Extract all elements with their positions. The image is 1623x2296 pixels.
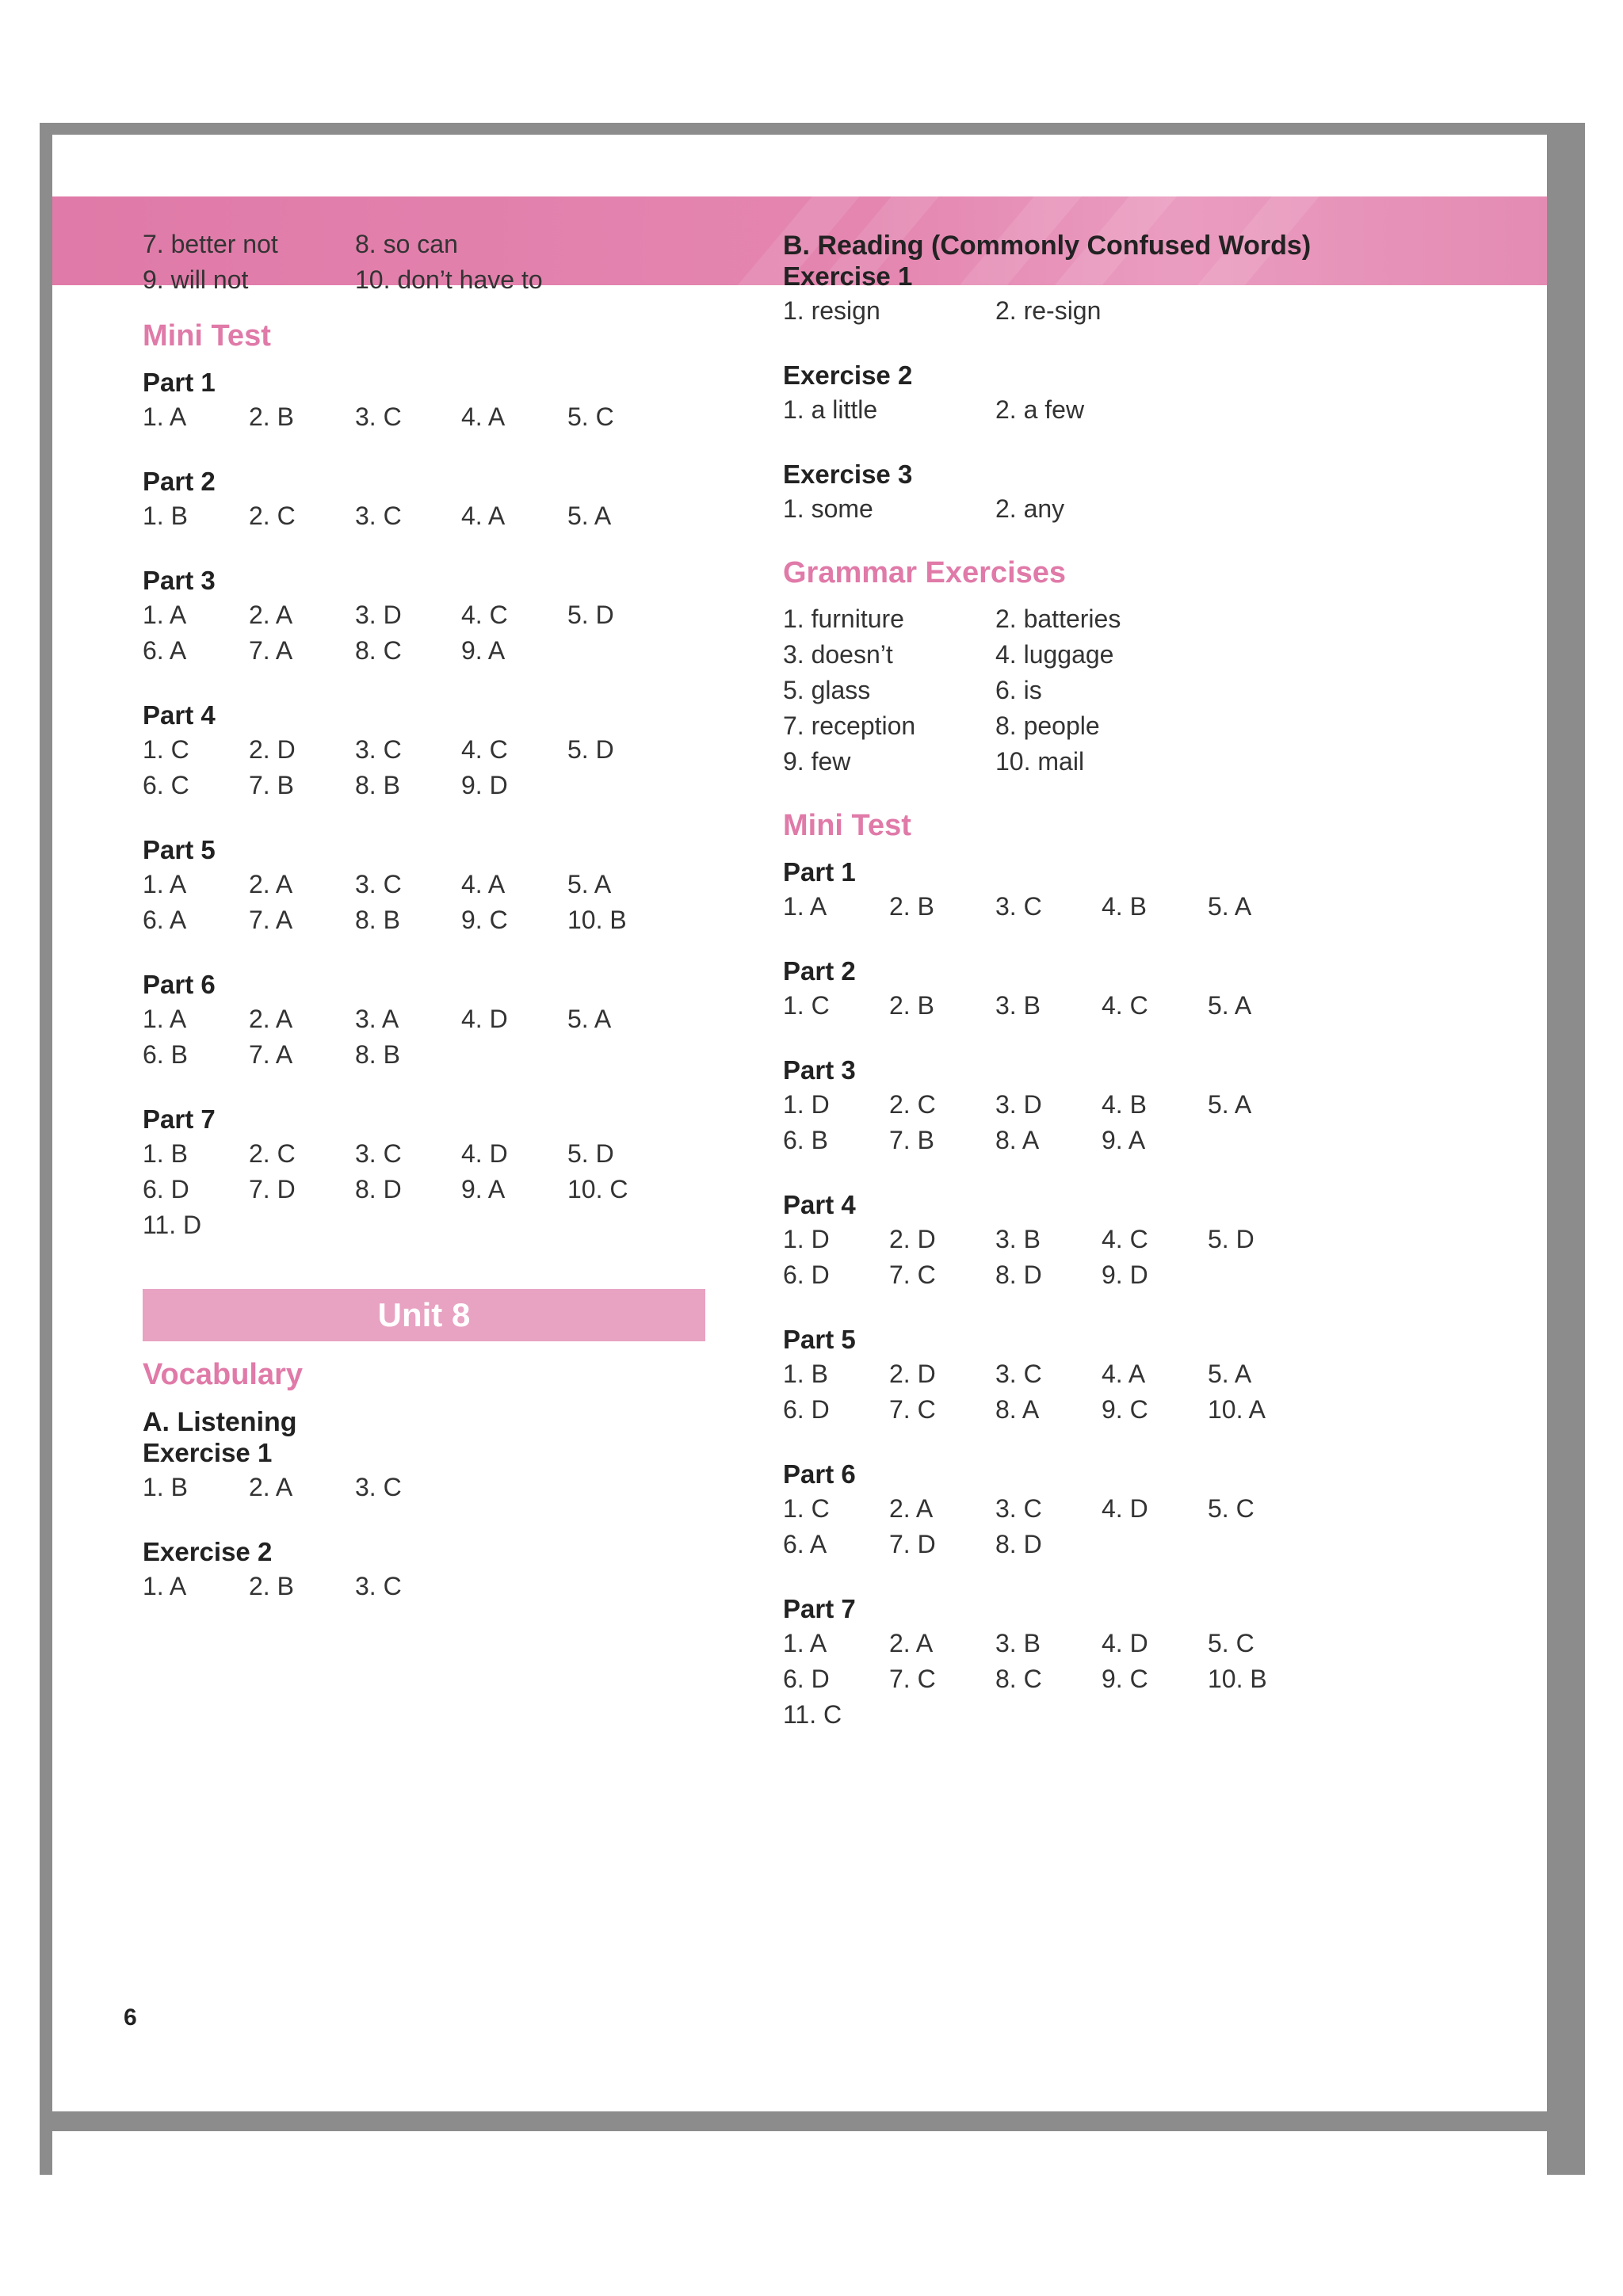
answer: 2. B	[249, 1572, 294, 1600]
left-column	[143, 230, 713, 1601]
answer: 6. A	[143, 636, 187, 665]
answer: 4. D	[461, 1139, 508, 1168]
answer: 5. A	[1208, 892, 1252, 921]
part-label: Exercise 1	[783, 261, 913, 291]
answer-grid	[783, 494, 1417, 524]
answer: 5. A	[1208, 991, 1252, 1020]
answer: 9. A	[461, 636, 506, 665]
answer: 9. A	[461, 1175, 506, 1203]
page-number: 6	[124, 2004, 137, 2031]
answer: 1. A	[783, 892, 827, 921]
right-column	[783, 230, 1417, 1730]
answer: 9. will not	[143, 265, 249, 294]
part-label: Exercise 2	[783, 360, 913, 390]
answer: 1. A	[143, 870, 187, 898]
answer: 7. A	[249, 636, 293, 665]
answer: 4. B	[1102, 1090, 1147, 1119]
answer: 4. A	[461, 502, 506, 530]
answer: 3. doesn’t	[783, 640, 893, 669]
answer: 5. D	[567, 735, 614, 764]
part-label: Part 5	[783, 1325, 856, 1354]
right-mini-test-parts	[783, 857, 1417, 1730]
answer: 6. C	[143, 771, 189, 799]
answer: 1. C	[783, 1494, 830, 1523]
answer: 6. D	[783, 1261, 830, 1289]
grammar-title: Grammar Exercises	[783, 556, 1067, 589]
answer-grid	[783, 1360, 1417, 1425]
answer: 2. B	[249, 402, 294, 431]
answer: 5. A	[567, 870, 612, 898]
answer-group	[143, 1104, 713, 1240]
answer: 8. D	[355, 1175, 402, 1203]
answer-grid	[143, 1005, 713, 1070]
answer: 1. B	[143, 502, 188, 530]
answer: 3. C	[995, 1494, 1042, 1523]
answer: 4. D	[461, 1005, 508, 1033]
answer: 2. A	[249, 1473, 293, 1501]
answer: 6. A	[783, 1530, 827, 1558]
answer-grid	[143, 502, 713, 531]
answer: 1. B	[143, 1473, 188, 1501]
part-label: Part 4	[143, 700, 216, 730]
answer: 4. C	[1102, 991, 1148, 1020]
answer: 8. B	[355, 771, 400, 799]
part-label: Part 7	[783, 1594, 856, 1623]
answer: 7. reception	[783, 711, 916, 740]
answer: 2. batteries	[995, 605, 1121, 633]
answer: 7. C	[889, 1261, 936, 1289]
answer-grid	[143, 402, 713, 432]
answer: 3. C	[355, 870, 402, 898]
answer-grid	[143, 870, 713, 935]
answer: 3. C	[355, 735, 402, 764]
answer-grid	[783, 296, 1417, 326]
answer: 10. B	[567, 906, 627, 934]
answer: 6. B	[143, 1040, 188, 1069]
answer: 6. B	[783, 1126, 828, 1154]
answer: 1. B	[783, 1360, 828, 1388]
answer-group	[143, 835, 713, 935]
answer: 2. D	[889, 1360, 936, 1388]
mini-test-title-right: Mini Test	[783, 809, 911, 842]
answer: 4. A	[1102, 1360, 1146, 1388]
answer: 7. D	[889, 1530, 936, 1558]
answer: 10. don’t have to	[355, 265, 543, 294]
answer: 2. a few	[995, 395, 1085, 424]
answer: 5. A	[1208, 1090, 1252, 1119]
answer-group	[783, 857, 1417, 921]
answer: 7. B	[249, 771, 294, 799]
answer: 5. glass	[783, 676, 871, 704]
answer: 8. B	[355, 906, 400, 934]
answer: 2. A	[889, 1629, 934, 1657]
answer: 1. A	[783, 1629, 827, 1657]
answer: 4. D	[1102, 1629, 1148, 1657]
part-label: Part 7	[143, 1104, 216, 1134]
answer: 10. A	[1208, 1395, 1266, 1424]
answer-grid	[143, 601, 713, 666]
answer-grid	[783, 892, 1417, 921]
answer-group	[783, 1055, 1417, 1155]
answer: 5. A	[567, 502, 612, 530]
answer: 4. A	[461, 870, 506, 898]
answer: 9. D	[461, 771, 508, 799]
part-label: Part 1	[783, 857, 856, 887]
answer: 9. D	[1102, 1261, 1148, 1289]
answer: 3. C	[355, 502, 402, 530]
left-mini-test-parts	[143, 368, 713, 1240]
answer: 5. A	[1208, 1360, 1252, 1388]
answer-grid	[143, 1473, 713, 1502]
answer: 3. B	[995, 1225, 1041, 1253]
answer: 5. C	[1208, 1494, 1254, 1523]
answer: 2. A	[249, 601, 293, 629]
answer: 1. A	[143, 1005, 187, 1033]
answer-group	[783, 1325, 1417, 1425]
answer: 9. A	[1102, 1126, 1146, 1154]
answer: 11. D	[143, 1211, 202, 1239]
answer: 2. C	[889, 1090, 936, 1119]
answer: 1. B	[143, 1139, 188, 1168]
answer-grid	[143, 1139, 713, 1240]
answer: 3. D	[995, 1090, 1042, 1119]
answer: 3. B	[995, 1629, 1041, 1657]
mini-test-title: Mini Test	[143, 319, 271, 353]
answer-grid	[143, 735, 713, 800]
answer-group	[143, 1537, 713, 1601]
next-page-edge	[52, 2131, 1547, 2179]
part-label: Exercise 2	[143, 1537, 273, 1566]
answer: 8. so can	[355, 230, 458, 258]
part-label: Exercise 3	[783, 460, 913, 489]
answer: 1. C	[783, 991, 830, 1020]
answer: 1. C	[143, 735, 189, 764]
answer: 1. A	[143, 1572, 187, 1600]
answer: 1. some	[783, 494, 873, 523]
answer: 6. D	[783, 1665, 830, 1693]
unit-title-bar: Unit 8	[143, 1289, 705, 1341]
part-label: Part 2	[783, 956, 856, 986]
reading-exercises	[783, 261, 1417, 524]
part-label: Part 5	[143, 835, 216, 864]
answer: 8. D	[995, 1530, 1042, 1558]
answer: 2. D	[889, 1225, 936, 1253]
answer: 5. C	[1208, 1629, 1254, 1657]
answer-grid	[783, 991, 1417, 1020]
answer-group	[783, 1190, 1417, 1290]
answer: 8. A	[995, 1126, 1040, 1154]
answer: 5. D	[567, 601, 614, 629]
answer: 1. A	[143, 601, 187, 629]
answer: 3. D	[355, 601, 402, 629]
answer: 4. D	[1102, 1494, 1148, 1523]
answer: 11. C	[783, 1700, 842, 1729]
vocabulary-exercises	[143, 1438, 713, 1601]
part-label: Part 4	[783, 1190, 856, 1219]
answer: 3. C	[355, 1473, 402, 1501]
answer-group	[783, 360, 1417, 425]
answer: 2. C	[249, 1139, 296, 1168]
answer: 8. B	[355, 1040, 400, 1069]
answer-group	[143, 970, 713, 1070]
answer: 2. A	[889, 1494, 934, 1523]
answer: 10. C	[567, 1175, 628, 1203]
answer: 8. D	[995, 1261, 1042, 1289]
answer: 5. C	[567, 402, 614, 431]
answer-grid	[783, 1629, 1417, 1730]
answer: 9. C	[1102, 1395, 1148, 1424]
answer: 2. A	[249, 1005, 293, 1033]
answer: 3. C	[355, 402, 402, 431]
answer: 3. B	[995, 991, 1041, 1020]
answer-group	[783, 460, 1417, 524]
part-label: Part 2	[143, 467, 216, 496]
answer: 4. C	[1102, 1225, 1148, 1253]
answer-grid	[783, 395, 1417, 425]
answer-group	[143, 368, 713, 432]
part-label: Exercise 1	[143, 1438, 273, 1467]
answer-group	[143, 566, 713, 666]
answer: 6. D	[143, 1175, 189, 1203]
answer: 5. A	[567, 1005, 612, 1033]
answer: 1. a little	[783, 395, 878, 424]
answer: 7. A	[249, 906, 293, 934]
answer-group	[783, 1594, 1417, 1730]
answer: 1. furniture	[783, 605, 904, 633]
answer: 8. A	[995, 1395, 1040, 1424]
answer: 3. C	[995, 892, 1042, 921]
answer: 8. people	[995, 711, 1100, 740]
answer: 5. D	[567, 1139, 614, 1168]
answer: 6. is	[995, 676, 1042, 704]
answer: 2. B	[889, 991, 934, 1020]
answer: 2. C	[249, 502, 296, 530]
answer: 1. D	[783, 1090, 830, 1119]
answer: 3. A	[355, 1005, 399, 1033]
answer: 9. C	[1102, 1665, 1148, 1693]
answer: 4. C	[461, 601, 508, 629]
answer: 7. C	[889, 1395, 936, 1424]
vocabulary-title: Vocabulary	[143, 1358, 304, 1391]
answer: 7. better not	[143, 230, 278, 258]
answer: 9. C	[461, 906, 508, 934]
answer: 7. C	[889, 1665, 936, 1693]
answer: 7. D	[249, 1175, 296, 1203]
answer: 2. any	[995, 494, 1065, 523]
answer: 5. D	[1208, 1225, 1254, 1253]
answer: 2. D	[249, 735, 296, 764]
answer: 6. D	[783, 1395, 830, 1424]
answer: 4. C	[461, 735, 508, 764]
listening-label: A. Listening	[143, 1407, 297, 1437]
reading-label: B. Reading (Commonly Confused Words)	[783, 231, 1312, 261]
answer: 7. A	[249, 1040, 293, 1069]
grammar-answers	[783, 605, 1417, 776]
answer: 10. B	[1208, 1665, 1267, 1693]
answer-grid	[783, 1090, 1417, 1155]
answer: 10. mail	[995, 747, 1085, 776]
answer: 2. B	[889, 892, 934, 921]
answer: 4. A	[461, 402, 506, 431]
part-label: Part 6	[783, 1459, 856, 1489]
answer-group	[143, 1438, 713, 1502]
answer: 3. C	[995, 1360, 1042, 1388]
answer: 2. A	[249, 870, 293, 898]
part-label: Part 3	[783, 1055, 856, 1085]
answer: 9. few	[783, 747, 851, 776]
answer: 8. C	[995, 1665, 1042, 1693]
answer: 3. C	[355, 1572, 402, 1600]
answer-group	[783, 956, 1417, 1020]
answer-group	[143, 700, 713, 800]
top-answers	[143, 230, 713, 295]
answer: 1. A	[143, 402, 187, 431]
part-label: Part 3	[143, 566, 216, 595]
answer: 4. B	[1102, 892, 1147, 921]
answer-grid	[143, 1572, 713, 1601]
answer: 1. resign	[783, 296, 880, 325]
part-label: Part 6	[143, 970, 216, 999]
answer-grid	[783, 1494, 1417, 1559]
answer: 8. C	[355, 636, 402, 665]
part-label: Part 1	[143, 368, 216, 397]
answer-group	[143, 467, 713, 531]
answer-grid	[783, 1225, 1417, 1290]
answer: 1. D	[783, 1225, 830, 1253]
answer-group	[783, 261, 1417, 326]
answer-group	[783, 1459, 1417, 1559]
answer: 3. C	[355, 1139, 402, 1168]
answer: 4. luggage	[995, 640, 1114, 669]
answer: 2. re-sign	[995, 296, 1102, 325]
answer: 6. A	[143, 906, 187, 934]
answer: 7. B	[889, 1126, 934, 1154]
